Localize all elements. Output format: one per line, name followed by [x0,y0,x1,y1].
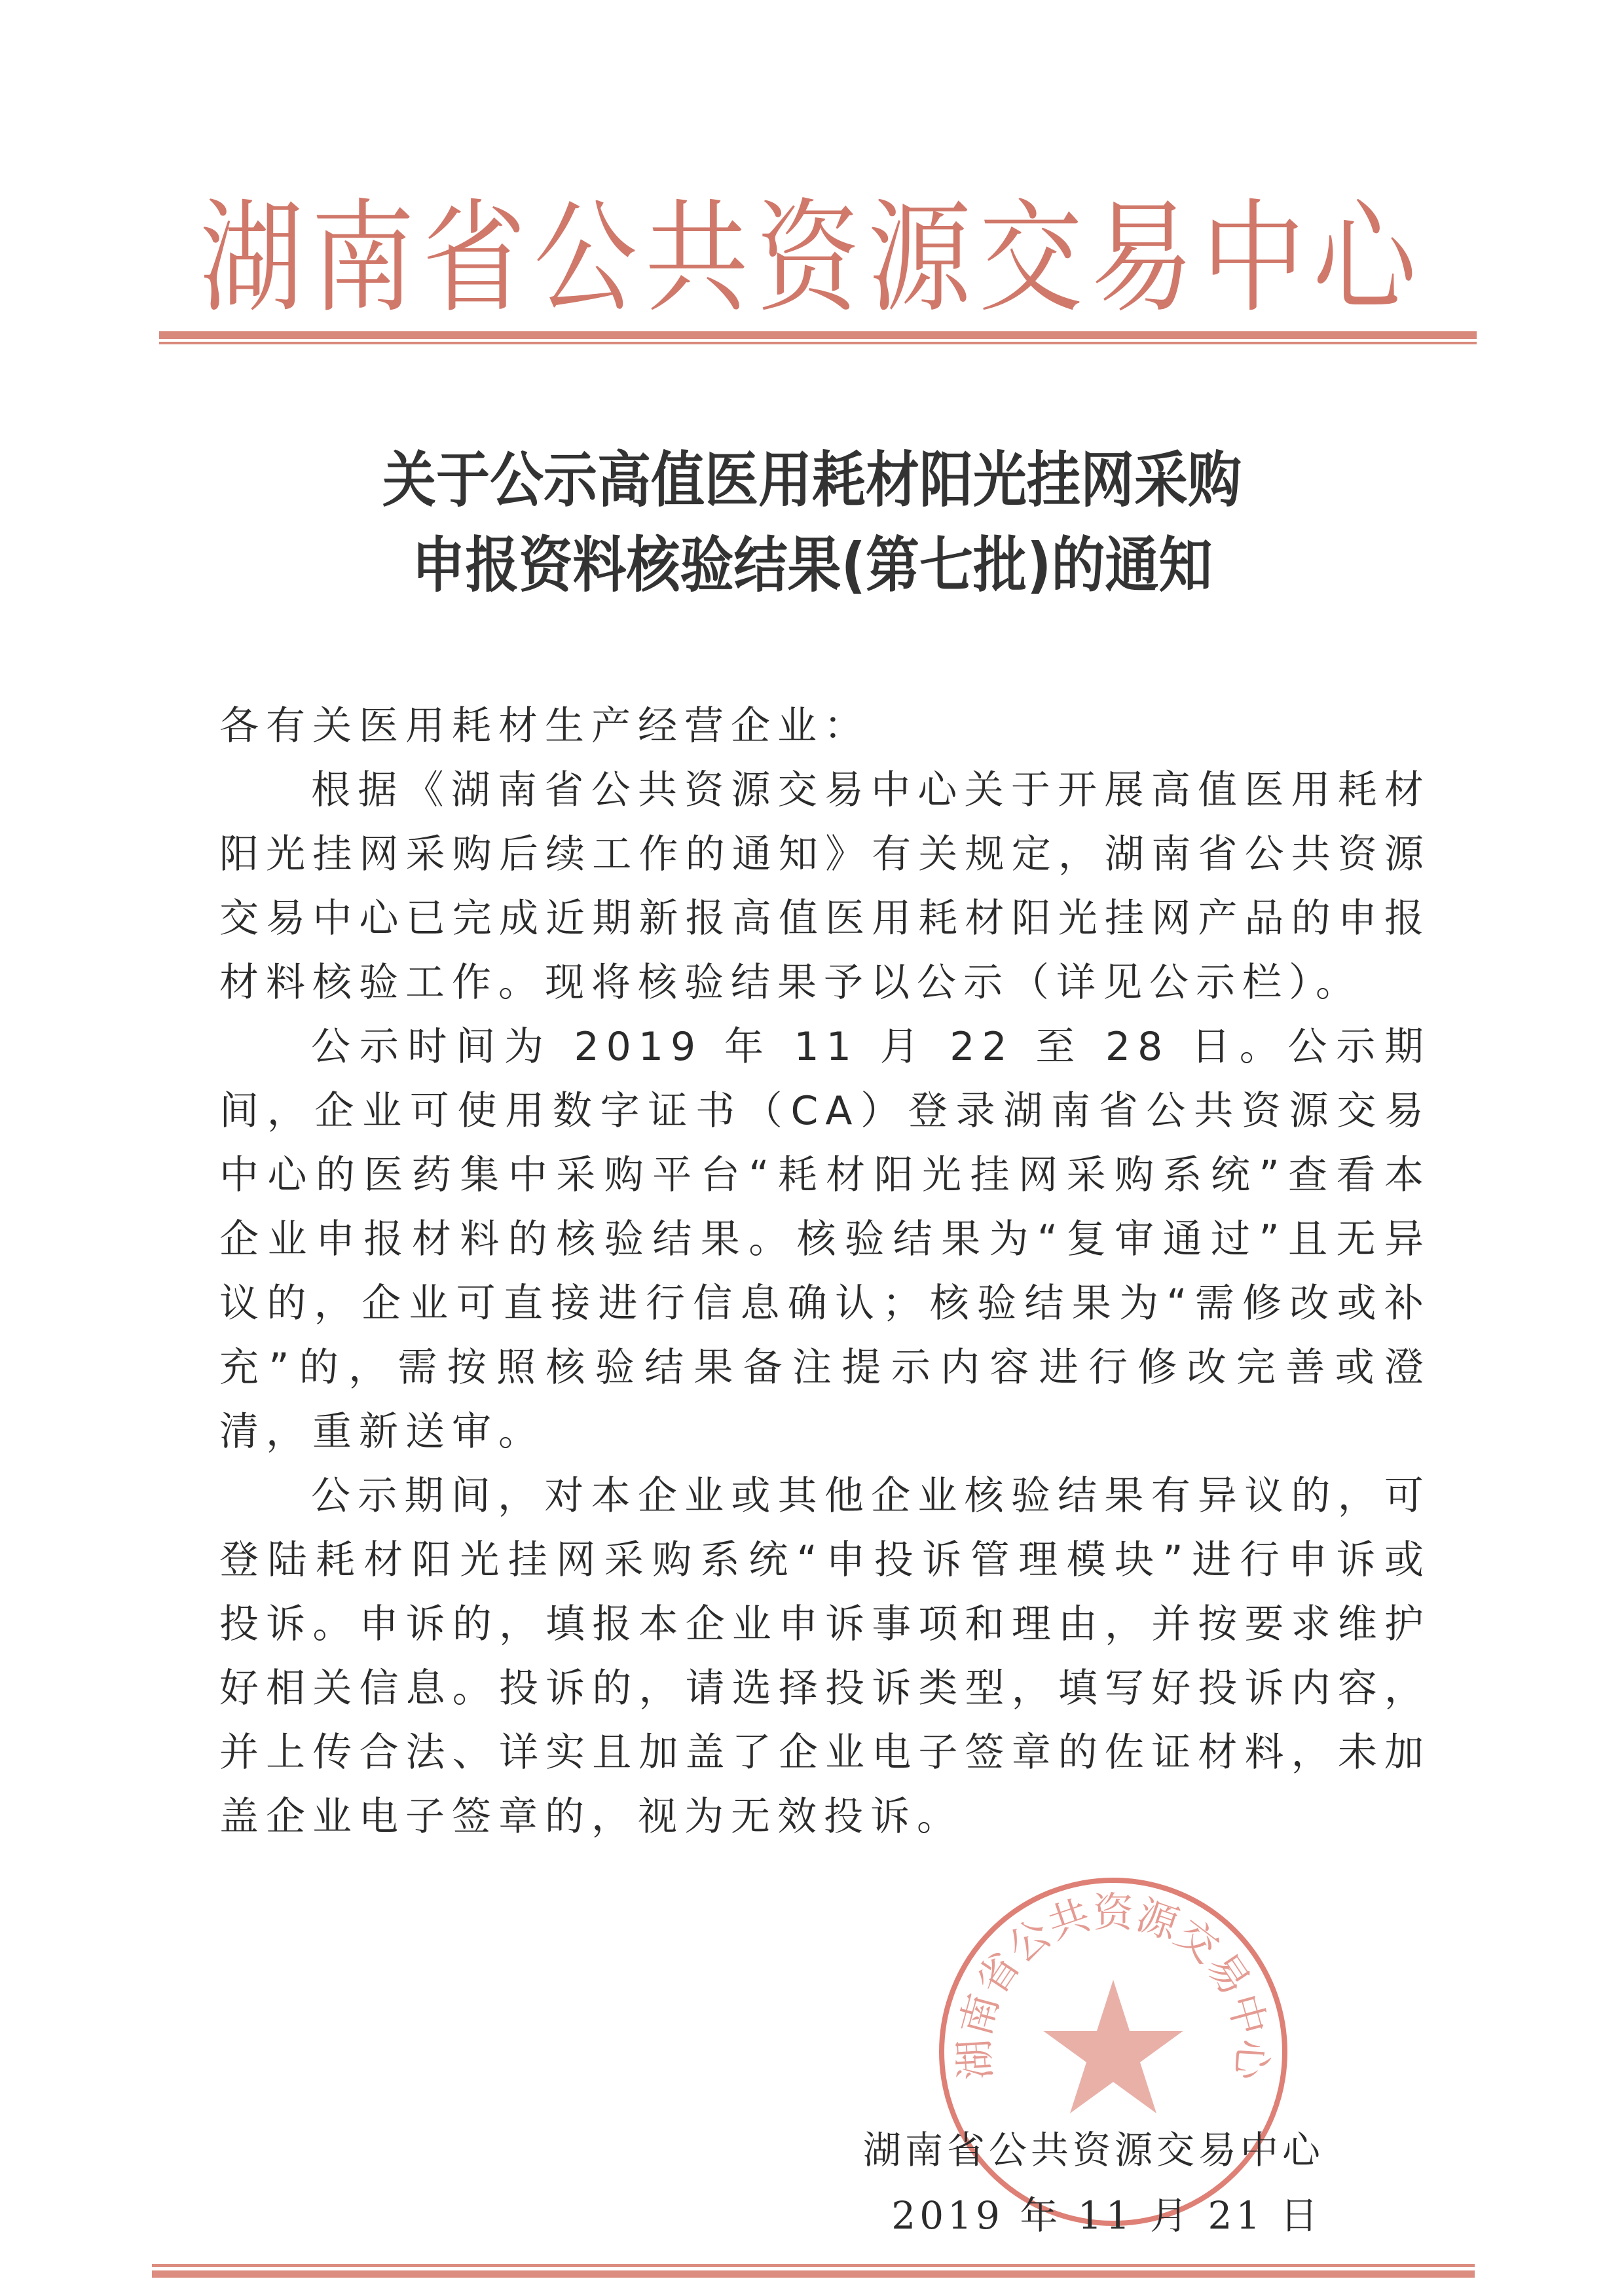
document-title [157,439,1467,609]
paragraph-publicity-period: 公示时间为 2019 年 11 月 22 至 28 日。公示期间，企业可使用数字证书（CA）登录湖南省公共资源交易中心的医药集中采购平台“耗材阳光挂网采购系统”查看本企业申报材料的核验结果。核验结果为“复审通过”且无异议的，企业可直接进行信息确认；核验结果为“需修改或补充”的，需按照核验结果备注提示内容进行修改完善或澄清，重新送审。 [219,1024,1431,1455]
document-title-line-2: 申报资料核验结果(第七批)的通知 [411,531,1213,601]
paragraph-appeals: 公示期间，对本企业或其他企业核验结果有异议的，可登陆耗材阳光挂网采购系统“申投诉管理模块”进行申诉或投诉。申诉的，填报本企业申诉事项和理由，并按要求维护好相关信息。投诉的，请选择投诉类型，填写好投诉内容，并上传合法、详实且加盖了企业电子签章的佐证材料，未加盖企业电子签章的，视为无效投诉。 [219,1473,1431,1840]
letterhead-organization-name: 湖南省公共资源交易中心 [200,187,1424,330]
signature-block [845,2117,1342,2248]
closing-block [845,1875,1342,2248]
footer-divider-thin [152,2264,1475,2267]
document-title-line-1: 关于公示高值医用耗材阳光挂网采购 [382,446,1242,516]
header-divider-thin [159,342,1477,344]
seal-text: 湖南省公共资源交易中心 [950,1888,1277,2082]
signature-organization: 湖南省公共资源交易中心 [862,2128,1324,2172]
footer-divider-thick [152,2270,1475,2278]
footer-dividers [152,2264,1475,2278]
header-divider-thick [159,331,1477,339]
paragraph-basis: 根据《湖南省公共资源交易中心关于开展高值医用耗材阳光挂网采购后续工作的通知》有关规定，湖南省公共资源交易中心已完成近期新报高值医用耗材阳光挂网产品的申报材料核验工作。现将核验结果予以公示（详见公示栏）。 [219,767,1431,1006]
letterhead [157,180,1467,337]
signature-date: 2019 年 11 月 21 日 [891,2193,1322,2238]
salutation: 各有关医用耗材生产经营企业： [219,703,870,749]
star-icon [1043,1980,1183,2113]
document-content [219,694,1431,2278]
document-body [219,694,1431,1849]
